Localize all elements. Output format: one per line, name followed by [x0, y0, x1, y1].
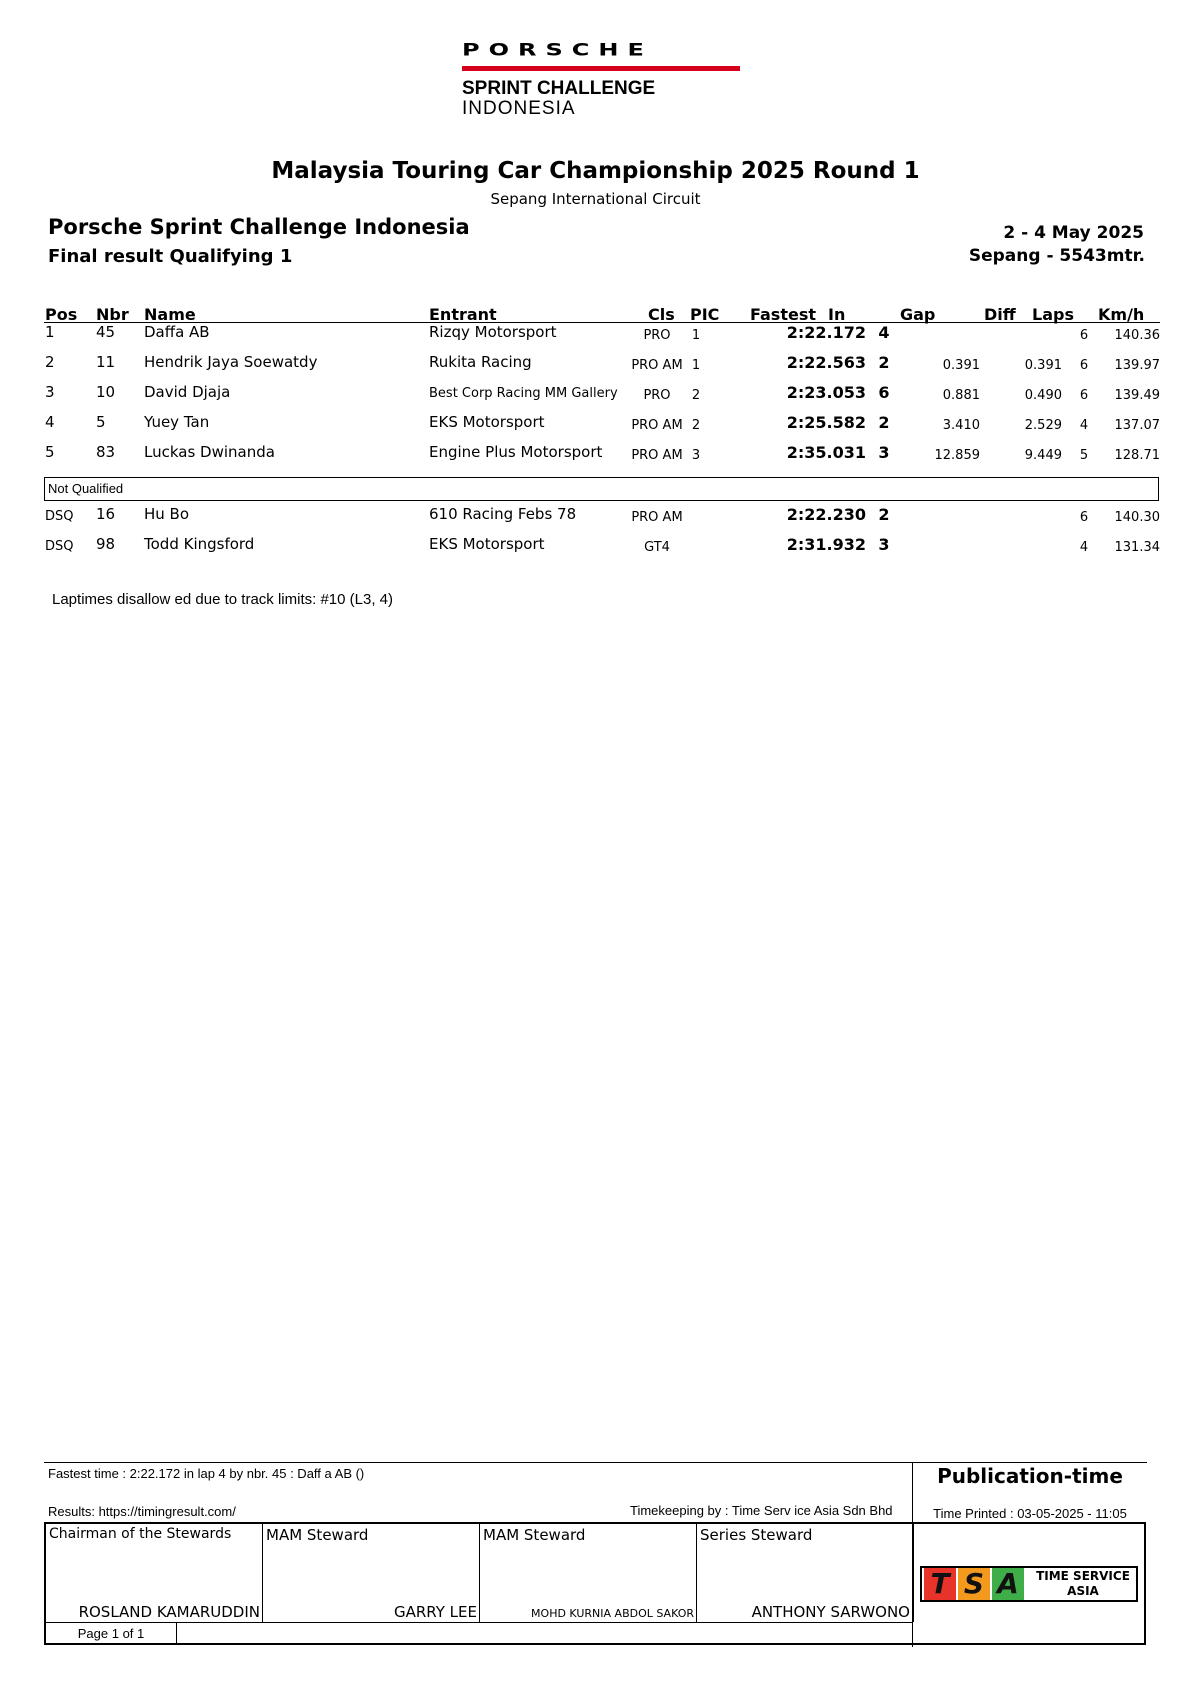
cell-fastest: 2:35.031	[786, 443, 866, 462]
table-row	[44, 505, 1160, 535]
table-row	[44, 323, 1160, 353]
cell-pos: DSQ	[45, 509, 74, 524]
cell-nbr: 83	[96, 443, 116, 461]
publication-title: Publication-time	[937, 1464, 1123, 1488]
table-header	[44, 305, 1160, 323]
cell-diff: 0.490	[1024, 388, 1062, 403]
cell-kmh: 131.34	[1114, 540, 1160, 555]
cell-nbr: 45	[96, 323, 116, 341]
cell-fastest: 2:22.563	[786, 353, 866, 372]
cell-entrant: EKS Motorsport	[429, 413, 545, 431]
cell-kmh: 140.30	[1114, 510, 1160, 525]
cell-name: Yuey Tan	[144, 413, 210, 431]
col-kmh: Km/h	[1098, 305, 1145, 324]
track-limits-note: Laptimes disallow ed due to track limits: #10 (L3, 4)	[52, 591, 393, 608]
cell-cls: PRO	[643, 328, 671, 343]
cell-fastest: 2:22.230	[786, 505, 866, 524]
cell-nbr: 16	[96, 505, 116, 523]
cell-name: Todd Kingsford	[144, 535, 255, 553]
page-row	[46, 1622, 912, 1644]
cell-pos: 5	[45, 443, 55, 461]
cell-pos: 2	[45, 353, 55, 371]
cell-gap: 0.391	[942, 358, 980, 373]
col-entrant: Entrant	[429, 305, 497, 324]
cell-laps: 6	[1079, 388, 1089, 403]
cell-name: Hu Bo	[144, 505, 190, 523]
cell-cls: PRO AM	[631, 358, 683, 373]
series-title: Porsche Sprint Challenge Indonesia	[48, 215, 470, 239]
col-pos: Pos	[45, 305, 78, 324]
col-fastest: Fastest	[750, 305, 816, 324]
cell-cls: PRO AM	[631, 418, 683, 433]
cell-kmh: 128.71	[1114, 448, 1160, 463]
tsa-line2: ASIA	[1067, 1584, 1099, 1598]
cell-laps: 4	[1079, 540, 1089, 555]
footer-divider	[912, 1462, 1147, 1463]
cell-kmh: 139.49	[1114, 388, 1160, 403]
cell-in: 3	[878, 443, 890, 462]
cell-nbr: 5	[96, 413, 106, 431]
table-row	[44, 443, 1160, 473]
cell-entrant: Best Corp Racing MM Gallery	[429, 386, 618, 401]
footer-divider	[44, 1462, 912, 1463]
cell-gap: 12.859	[934, 448, 980, 463]
cell-pos: 1	[45, 323, 55, 341]
steward-name: ANTHONY SARWONO	[751, 1603, 910, 1621]
col-name: Name	[144, 305, 196, 324]
cell-cls: GT4	[644, 540, 670, 555]
porsche-wordmark: PORSCHE	[462, 40, 653, 60]
cell-kmh: 139.97	[1114, 358, 1160, 373]
cell-in: 2	[878, 413, 890, 432]
tsa-letter-a: A	[992, 1568, 1024, 1600]
cell-entrant: 610 Racing Febs 78	[429, 505, 577, 523]
cell-fastest: 2:23.053	[786, 383, 866, 402]
cell-diff: 0.391	[1024, 358, 1062, 373]
table-row	[44, 535, 1160, 565]
cell-entrant: EKS Motorsport	[429, 535, 545, 553]
time-service-asia-logo	[920, 1566, 1138, 1602]
steward-role: Series Steward	[700, 1526, 813, 1544]
cell-cls: PRO AM	[631, 448, 683, 463]
col-laps: Laps	[1032, 305, 1074, 324]
cell-name: David Djaja	[144, 383, 231, 401]
col-diff: Diff	[984, 305, 1016, 324]
cell-in: 4	[878, 323, 890, 342]
col-cls: Cls	[648, 305, 675, 324]
event-dates: 2 - 4 May 2025	[1003, 223, 1144, 243]
cell-entrant: Engine Plus Motorsport	[429, 443, 603, 461]
cell-nbr: 10	[96, 383, 116, 401]
steward-role: MAM Steward	[483, 1526, 586, 1544]
not-qualified-label: Not Qualified	[44, 477, 1159, 501]
cell-gap: 0.881	[942, 388, 980, 403]
cell-cls: PRO	[643, 388, 671, 403]
steward-cell	[263, 1524, 480, 1622]
circuit-name: Sepang International Circuit	[490, 190, 701, 208]
cell-pic: 2	[691, 418, 701, 433]
cell-in: 6	[878, 383, 890, 402]
time-printed: Time Printed : 03-05-2025 - 11:05	[933, 1506, 1127, 1521]
steward-cell	[697, 1524, 914, 1622]
col-pic: PIC	[690, 305, 720, 324]
cell-name: Luckas Dwinanda	[144, 443, 275, 461]
cell-cls: PRO AM	[631, 510, 683, 525]
cell-fastest: 2:31.932	[786, 535, 866, 554]
cell-in: 3	[878, 535, 890, 554]
results-table	[44, 305, 1160, 565]
cell-pos: 3	[45, 383, 55, 401]
cell-entrant: Rukita Racing	[429, 353, 532, 371]
cell-in: 2	[878, 353, 890, 372]
cell-entrant: Rizqy Motorsport	[429, 323, 557, 341]
cell-pic: 1	[691, 328, 701, 343]
cell-gap: 3.410	[942, 418, 980, 433]
cell-nbr: 11	[96, 353, 116, 371]
cell-laps: 5	[1079, 448, 1089, 463]
steward-cell	[480, 1524, 697, 1622]
results-url: Results: https://timingresult.com/	[48, 1504, 236, 1519]
track-info: Sepang - 5543mtr.	[968, 246, 1145, 266]
cell-pos: DSQ	[45, 539, 74, 554]
cell-fastest: 2:22.172	[786, 323, 866, 342]
cell-in: 2	[878, 505, 890, 524]
col-nbr: Nbr	[96, 305, 129, 324]
cell-pic: 1	[691, 358, 701, 373]
steward-name: GARRY LEE	[393, 1603, 477, 1621]
col-gap: Gap	[900, 305, 936, 324]
cell-laps: 6	[1079, 510, 1089, 525]
steward-role: Chairman of the Stewards	[49, 1526, 232, 1542]
cell-pos: 4	[45, 413, 55, 431]
timekeeping-credit: Timekeeping by : Time Serv ice Asia Sdn Bhd	[630, 1503, 893, 1518]
cell-fastest: 2:25.582	[786, 413, 866, 432]
tsa-name	[1030, 1569, 1136, 1599]
steward-name: ROSLAND KAMARUDDIN	[78, 1603, 260, 1621]
page-number: Page 1 of 1	[46, 1623, 177, 1644]
logo-sprint-challenge: SPRINT CHALLENGE	[462, 78, 656, 99]
table-row	[44, 353, 1160, 383]
tsa-letter-s: S	[958, 1568, 990, 1600]
cell-nbr: 98	[96, 535, 116, 553]
cell-name: Daffa AB	[144, 323, 210, 341]
event-title: Malaysia Touring Car Championship 2025 Round 1	[271, 158, 920, 184]
steward-role: MAM Steward	[266, 1526, 369, 1544]
cell-kmh: 137.07	[1114, 418, 1160, 433]
cell-laps: 6	[1079, 358, 1089, 373]
steward-name: MOHD KURNIA ABDOL SAKOR	[531, 1607, 694, 1620]
tsa-line1: TIME SERVICE	[1036, 1569, 1130, 1583]
session-title: Final result Qualifying 1	[48, 246, 293, 267]
tsa-letter-t: T	[924, 1568, 956, 1600]
fastest-time-summary: Fastest time : 2:22.172 in lap 4 by nbr. 45 : Daff a AB ()	[48, 1466, 365, 1481]
cell-diff: 2.529	[1024, 418, 1062, 433]
cell-name: Hendrik Jaya Soewatdy	[144, 353, 318, 371]
cell-pic: 2	[691, 388, 701, 403]
logo-red-rule	[462, 66, 740, 71]
cell-kmh: 140.36	[1114, 328, 1160, 343]
cell-pic: 3	[691, 448, 701, 463]
col-in: In	[828, 305, 846, 324]
cell-laps: 4	[1079, 418, 1089, 433]
cell-diff: 9.449	[1024, 448, 1062, 463]
table-row	[44, 383, 1160, 413]
steward-cell	[46, 1524, 263, 1622]
cell-laps: 6	[1079, 328, 1089, 343]
table-row	[44, 413, 1160, 443]
logo-indonesia: INDONESIA	[462, 98, 576, 119]
